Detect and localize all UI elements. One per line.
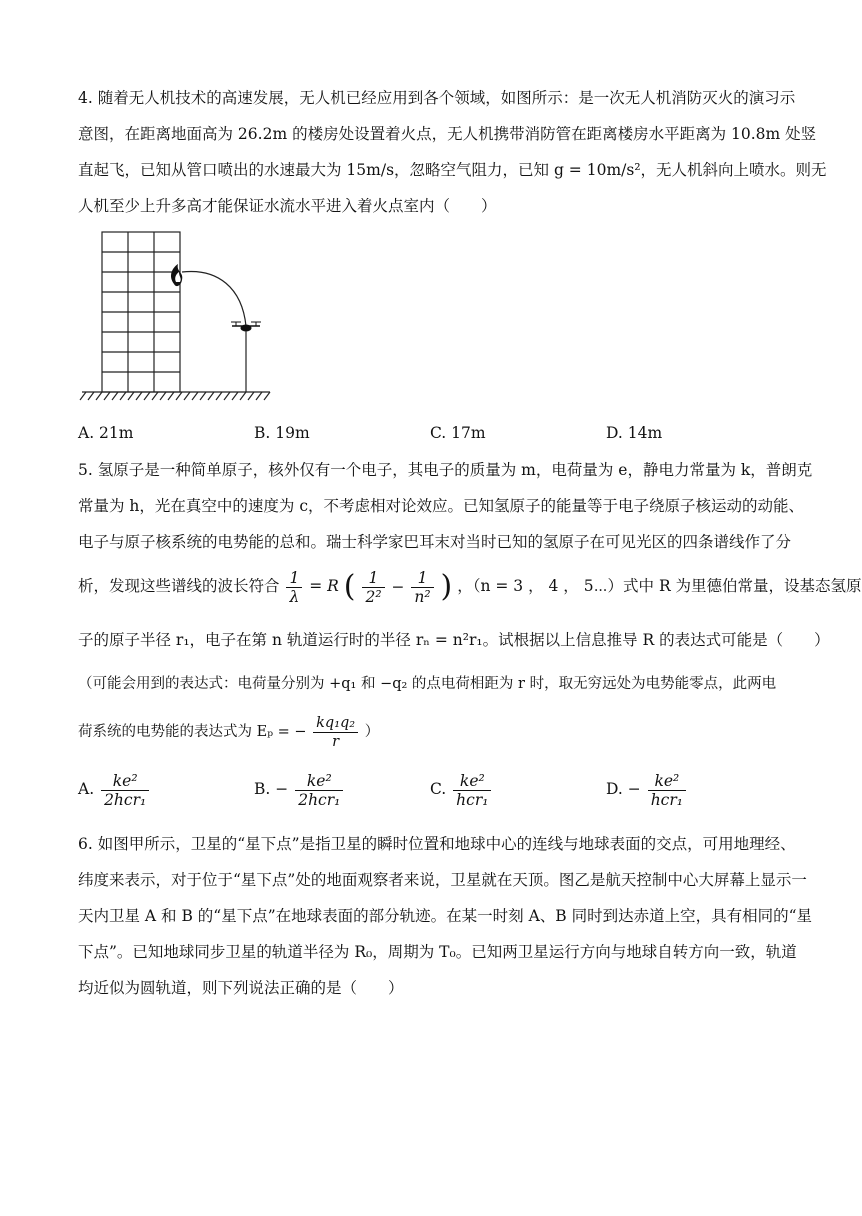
term-b-denominator: n² [414, 587, 431, 606]
q5-line-1: 5. 氢原子是一种简单原子，核外仅有一个电子，其电子的质量为 m，电荷量为 e，静电力常量为 k，普朗克 [78, 461, 813, 479]
q5-option-b-label: B. [254, 780, 271, 798]
q4-option-c[interactable]: C. 17m [430, 424, 486, 442]
fire-icon [171, 264, 182, 286]
ep-numerator: kq₁q₂ [313, 714, 358, 733]
right-paren: ) [440, 569, 453, 604]
drone-firefighting-figure [78, 228, 278, 408]
ep-fraction [313, 714, 358, 751]
q5-option-d-denominator: hcr₁ [650, 790, 683, 809]
q5-option-d-label: D. [606, 780, 623, 798]
q5-option-b-denominator: 2hcr₁ [298, 790, 341, 809]
q5-line-7-pre: 荷系统的电势能的表达式为 Eₚ = − [78, 724, 307, 740]
q5-line-2: 常量为 h，光在真空中的速度为 c，不考虑相对论效应。已知氢原子的能量等于电子绕原子核运动的动能、 [78, 497, 805, 515]
term-a-numerator: 1 [362, 569, 384, 588]
q5-option-c-fraction [453, 772, 491, 809]
q5-option-a-denominator: 2hcr₁ [104, 790, 147, 809]
q5-line-7-post: ） [364, 724, 380, 740]
q5-option-d-sign: − [627, 780, 641, 798]
q4-option-b[interactable]: B. 19m [254, 424, 310, 442]
q5-option-b-sign: − [275, 780, 289, 798]
ground-icon [80, 392, 270, 400]
water-trajectory [182, 271, 246, 326]
left-paren: ( [343, 569, 356, 604]
lhs-numerator: 1 [286, 569, 302, 588]
q5-option-a-label: A. [78, 780, 95, 798]
q5-option-b-fraction [295, 772, 343, 809]
building-icon [102, 232, 180, 392]
q5-option-b[interactable] [254, 766, 345, 812]
q5-continued [78, 622, 830, 702]
ep-denominator: r [332, 733, 340, 750]
q5-option-c-label: C. [430, 780, 447, 798]
q5-option-c[interactable] [430, 766, 493, 812]
question-5 [78, 452, 813, 560]
q5-option-d-fraction [648, 772, 686, 809]
q5-options [78, 766, 782, 812]
q5-option-c-denominator: hcr₁ [456, 790, 489, 809]
q6-line-3: 天内卫星 A 和 B 的“星下点”在地球表面的部分轨迹。在某一时刻 A、B 同时到达赤道上空，具有相同的“星 [78, 907, 813, 925]
q5-option-d-numerator: ke² [648, 772, 686, 791]
lhs-denominator: λ [289, 587, 300, 606]
q5-option-c-numerator: ke² [453, 772, 491, 791]
q5-option-a-numerator: ke² [101, 772, 149, 791]
rydberg-equals-r: = R [309, 577, 339, 595]
q5-line-3: 电子与原子核系统的电势能的总和。瑞士科学家巴耳末对当时已知的氢原子在可见光区的四条谱线作了分 [78, 533, 792, 551]
q6-line-1: 6. 如图甲所示，卫星的“星下点”是指卫星的瞬时位置和地球中心的连线与地球表面的交点，可用地理经、 [78, 835, 796, 853]
q5-formula-line [78, 564, 862, 608]
q4-line-4: 人机至少上升多高才能保证水流水平进入着火点室内（ ） [78, 197, 497, 215]
q5-option-a-fraction [101, 772, 149, 809]
q4-line-1: 4. 随着无人机技术的高速发展，无人机已经应用到各个领域，如图所示：是一次无人机消防灭火的演习示 [78, 89, 796, 107]
q5-line-6: （可能会用到的表达式：电荷量分别为 +q₁ 和 −q₂ 的点电荷相距为 r 时，取无穷远处为电势能零点，此两电 [78, 676, 777, 692]
minus-sign: − [391, 578, 405, 596]
q5-option-a[interactable] [78, 766, 151, 812]
q5-line-4-pre: 析，发现这些谱线的波长符合 [78, 577, 280, 595]
q5-ep-line [78, 710, 782, 754]
q5-option-d[interactable] [606, 766, 688, 812]
q4-option-d[interactable]: D. 14m [606, 424, 663, 442]
rydberg-lhs-fraction [286, 569, 302, 606]
term-a-denominator: 2² [365, 587, 382, 606]
term-a-fraction [362, 569, 384, 606]
q5-line-5: 子的原子半径 r₁，电子在第 n 轨道运行时的半径 rₙ = n²r₁。试根据以上信息推导 R 的表达式可能是（ ） [78, 631, 830, 649]
q6-line-4: 下点”。已知地球同步卫星的轨道半径为 R₀，周期为 T₀。已知两卫星运行方向与地球自转方向一致，轨道 [78, 943, 797, 961]
term-b-numerator: 1 [411, 569, 433, 588]
q4-line-2: 意图，在距离地面高为 26.2m 的楼房处设置着火点，无人机携带消防管在距离楼房水平距离为 10.8m 处竖 [78, 125, 817, 143]
q6-line-5: 均近似为圆轨道，则下列说法正确的是（ ） [78, 979, 404, 997]
q4-option-a[interactable]: A. 21m [78, 424, 134, 442]
term-b-fraction [411, 569, 433, 606]
q4-line-3: 直起飞，已知从管口喷出的水速最大为 15m/s，忽略空气阻力，已知 g = 10m/s²，无人机斜向上喷水。则无 [78, 161, 827, 179]
q5-line-4-post: ，（n = 3 ， 4 ， 5⋯）式中 R 为里德伯常量，设基态氢原 [457, 577, 862, 595]
q6-line-2: 纬度来表示，对于位于“星下点”处的地面观察者来说，卫星就在天顶。图乙是航天控制中心大屏幕上显示一 [78, 871, 807, 889]
question-6 [78, 826, 813, 1006]
question-4 [78, 80, 827, 224]
q5-option-b-numerator: ke² [295, 772, 343, 791]
